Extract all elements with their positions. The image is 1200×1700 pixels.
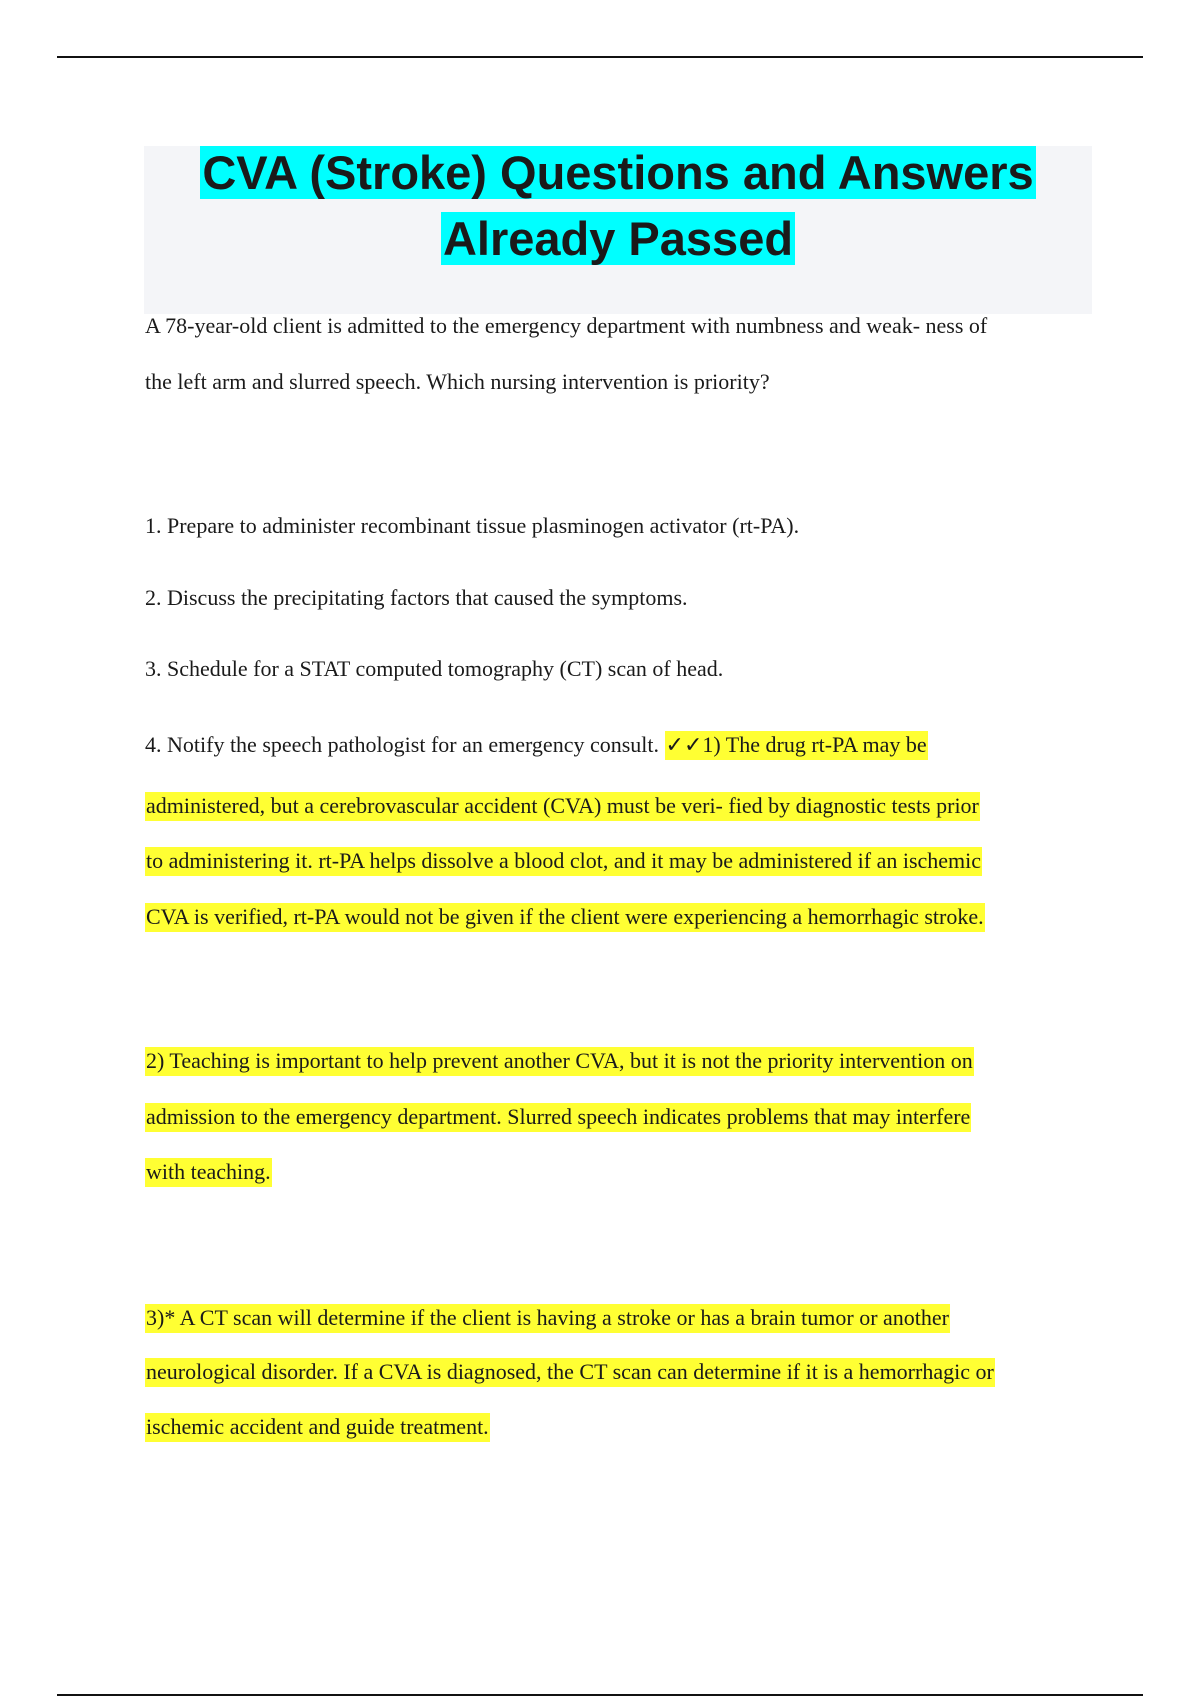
answer-3-line-2: neurological disorder. If a CVA is diagnosed, the CT scan can determine if it is a hemorrhagic or: [145, 1358, 995, 1387]
option-4-line: [145, 731, 928, 759]
answer-2-row-1: [145, 1047, 974, 1075]
answer-3-row-2: [145, 1358, 995, 1386]
answer-1-row-4: [145, 903, 985, 931]
answer-3-row-3: [145, 1413, 490, 1441]
option-3: 3. Schedule for a STAT computed tomography (CT) scan of head.: [145, 656, 724, 681]
option-1: 1. Prepare to administer recombinant tissue plasminogen activator (rt-PA).: [145, 513, 800, 538]
question-line-1: A 78-year-old client is admitted to the emergency department with numbness and weak- ness of: [145, 313, 988, 338]
answer-3-line-3: ischemic accident and guide treatment.: [145, 1413, 490, 1442]
answer-1-line-1: ✓✓1) The drug rt-PA may be: [665, 731, 928, 760]
answer-2-line-3: with teaching.: [145, 1158, 272, 1187]
answer-1-row-2: [145, 792, 980, 820]
answer-1-line-2: administered, but a cerebrovascular accident (CVA) must be veri- fied by diagnostic tests prior: [145, 792, 980, 821]
title-block: [144, 146, 1092, 314]
option-4: 4. Notify the speech pathologist for an emergency consult.: [145, 732, 665, 757]
page-title-line-1: CVA (Stroke) Questions and Answers: [202, 146, 1034, 199]
answer-3-row-1: [145, 1304, 950, 1332]
page-title-line-2: Already Passed: [442, 212, 794, 265]
answer-2-line-1: 2) Teaching is important to help prevent another CVA, but it is not the priority intervention on: [145, 1047, 974, 1076]
answer-1-line-3: to administering it. rt-PA helps dissolve a blood clot, and it may be administered if an ischemic: [145, 847, 982, 876]
top-rule: [57, 56, 1143, 58]
answer-2-row-3: [145, 1158, 272, 1186]
answer-3-line-1: 3)* A CT scan will determine if the client is having a stroke or has a brain tumor or another: [145, 1304, 950, 1333]
option-2: 2. Discuss the precipitating factors that caused the symptoms.: [145, 585, 688, 610]
bottom-rule: [57, 1694, 1143, 1696]
answer-1-line-4: CVA is verified, rt-PA would not be given if the client were experiencing a hemorrhagic stroke.: [145, 903, 985, 932]
answer-1-row-3: [145, 847, 982, 875]
answer-2-line-2: admission to the emergency department. Slurred speech indicates problems that may interfere: [145, 1103, 971, 1132]
answer-2-row-2: [145, 1103, 971, 1131]
question-line-2: the left arm and slurred speech. Which nursing intervention is priority?: [145, 369, 770, 394]
